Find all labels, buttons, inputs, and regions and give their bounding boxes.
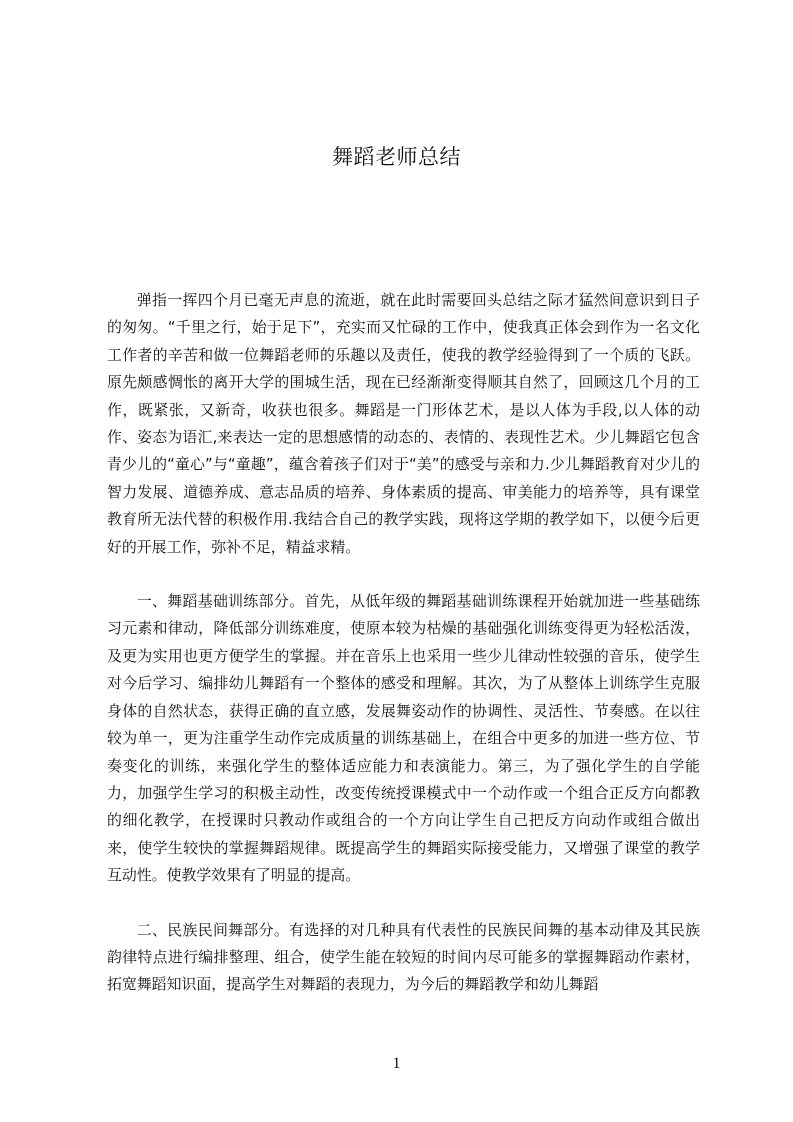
paragraph-folk-dance: 二、民族民间舞部分。有选择的对几种具有代表性的民族民间舞的基本动律及其民族韵律特点进行编排整理、组合，使学生能在较短的时间内尽可能多的掌握舞蹈动作素材，拓宽舞蹈知识面，提高学生对舞蹈的表现力，为今后的舞蹈教学和幼儿舞蹈 (107, 920, 700, 994)
paragraph-intro: 弹指一挥四个月已毫无声息的流逝，就在此时需要回头总结之际才猛然间意识到日子的匆匆。“千里之行，始于足下”，充实而又忙碌的工作中，使我真正体会到作为一名文化工作者的辛苦和做一位舞蹈老师的乐趣以及责任，使我的教学经验得到了一个质的飞跃。原先颇感惆怅的离开大学的围城生活，现在已经渐渐变得顺其自然了，回顾这几个月的工作，既紧张，又新奇，收获也很多。舞蹈是一门形体艺术，是以人体为手段,以人体的动作、姿态为语汇,来表达一定的思想感情的动态的、表情的、表现性艺术。少儿舞蹈它包含青少儿的“童心”与“童趣”，蕴含着孩子们对于“美”的感受与亲和力.少儿舞蹈教育对少儿的智力发展、道德养成、意志品质的培养、身体素质的提高、审美能力的培养等，具有课堂教育所无法代替的积极作用.我结合自己的教学实践，现将这学期的教学如下，以便今后更好的开展工作，弥补不足，精益求精。 (107, 291, 700, 556)
page-title: 舞蹈老师总结 (332, 145, 461, 169)
paragraph-basic-training: 一、舞蹈基础训练部分。首先，从低年级的舞蹈基础训练课程开始就加进一些基础练习元素和律动，降低部分训练难度，使原本较为枯燥的基础强化训练变得更为轻松活泼，及更为实用也更方便学生的掌握。并在音乐上也采用一些少儿律动性较强的音乐，使学生对今后学习、编排幼儿舞蹈有一个整体的感受和理解。其次，为了从整体上训练学生克服身体的自然状态，获得正确的直立感，发展舞姿动作的协调性、灵活性、节奏感。在以往较为单一，更为注重学生动作完成质量的训练基础上，在组合中更多的加进一些方位、节奏变化的训练，来强化学生的整体适应能力和表演能力。第三，为了强化学生的自学能力，加强学生学习的积极主动性，改变传统授课模式中一个动作或一个组合正反方向都教的细化教学，在授课时只教动作或组合的一个方向让学生自己把反方向动作或组合做出来，使学生较快的掌握舞蹈规律。既提高学生的舞蹈实际接受能力，又增强了课堂的教学互动性。使教学效果有了明显的提高。 (107, 592, 700, 885)
page-number: 1 (392, 1055, 401, 1072)
document-body (107, 287, 700, 1026)
